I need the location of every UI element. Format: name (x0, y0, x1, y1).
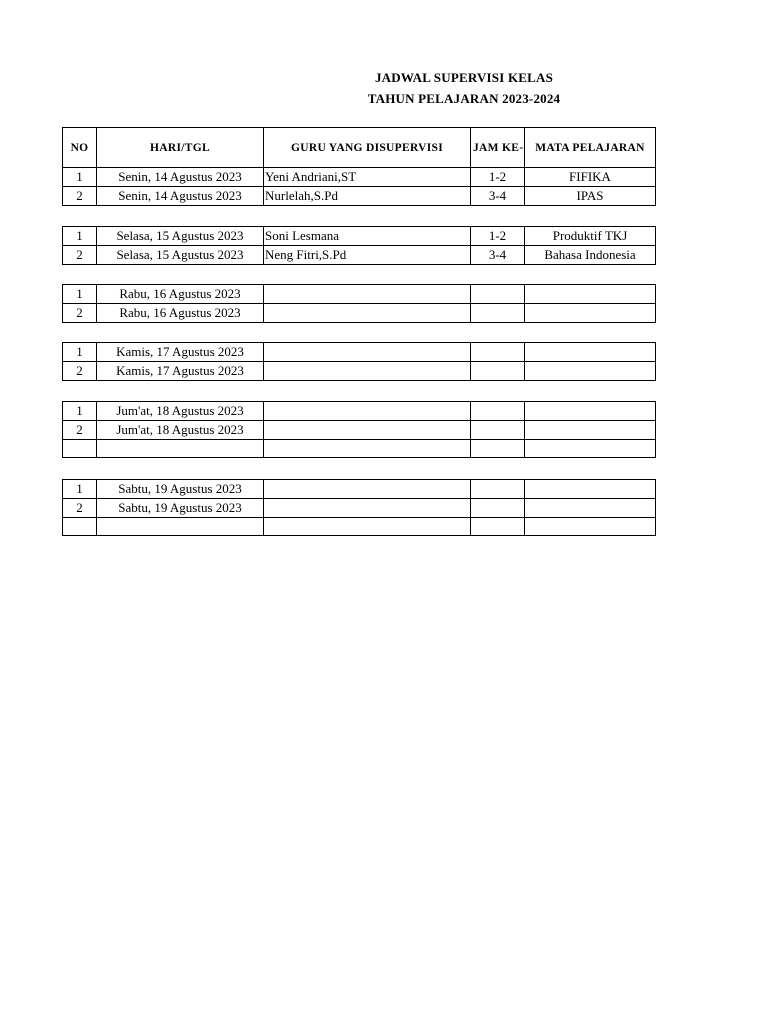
cell-guru (264, 421, 471, 440)
schedule-day-table (62, 479, 656, 536)
cell-mapel (525, 362, 656, 381)
cell-no: 1 (63, 343, 97, 362)
cell-mapel: IPAS (525, 187, 656, 206)
cell-no: 1 (63, 480, 97, 499)
cell-no: 1 (63, 402, 97, 421)
cell-no (63, 518, 97, 536)
table-row (63, 402, 656, 421)
cell-jam (471, 499, 525, 518)
cell-mapel (525, 304, 656, 323)
table-row (63, 362, 656, 381)
table-row (63, 518, 656, 536)
schedule-day-table (62, 284, 656, 323)
cell-mapel: FIFIKA (525, 168, 656, 187)
cell-jam (471, 362, 525, 381)
table-row (63, 304, 656, 323)
cell-guru (264, 362, 471, 381)
header-hari: HARI/TGL (97, 128, 264, 168)
document-title: JADWAL SUPERVISI KELAS (374, 70, 554, 85)
cell-hari: Selasa, 15 Agustus 2023 (97, 246, 264, 265)
cell-hari: Jum'at, 18 Agustus 2023 (97, 421, 264, 440)
cell-guru: Nurlelah,S.Pd (264, 187, 471, 206)
cell-mapel (525, 499, 656, 518)
cell-no: 2 (63, 246, 97, 265)
table-row (63, 440, 656, 458)
cell-no: 2 (63, 304, 97, 323)
cell-mapel (525, 421, 656, 440)
cell-hari: Jum'at, 18 Agustus 2023 (97, 402, 264, 421)
cell-guru (264, 518, 471, 536)
cell-mapel: Bahasa Indonesia (525, 246, 656, 265)
cell-no: 2 (63, 187, 97, 206)
cell-jam (471, 440, 525, 458)
cell-guru (264, 285, 471, 304)
cell-no: 1 (63, 168, 97, 187)
cell-hari: Rabu, 16 Agustus 2023 (97, 304, 264, 323)
table-row (63, 285, 656, 304)
cell-hari: Selasa, 15 Agustus 2023 (97, 227, 264, 246)
cell-hari: Rabu, 16 Agustus 2023 (97, 285, 264, 304)
cell-mapel (525, 285, 656, 304)
table-row (63, 168, 656, 187)
cell-guru (264, 402, 471, 421)
table-row (63, 187, 656, 206)
cell-jam: 3-4 (471, 187, 525, 206)
cell-jam (471, 285, 525, 304)
cell-no: 2 (63, 421, 97, 440)
cell-hari: Kamis, 17 Agustus 2023 (97, 362, 264, 381)
cell-guru: Yeni Andriani,ST (264, 168, 471, 187)
schedule-header-table (62, 127, 656, 206)
schedule-day-table (62, 226, 656, 265)
table-row (63, 246, 656, 265)
table-row (63, 499, 656, 518)
cell-jam (471, 304, 525, 323)
cell-mapel: Produktif TKJ (525, 227, 656, 246)
schedule-day-table (62, 401, 656, 458)
cell-guru (264, 480, 471, 499)
table-row (63, 343, 656, 362)
cell-jam (471, 402, 525, 421)
cell-hari: Sabtu, 19 Agustus 2023 (97, 480, 264, 499)
cell-guru (264, 499, 471, 518)
cell-mapel (525, 518, 656, 536)
cell-hari (97, 440, 264, 458)
cell-guru (264, 304, 471, 323)
cell-no (63, 440, 97, 458)
table-row (63, 421, 656, 440)
cell-no: 1 (63, 285, 97, 304)
cell-jam: 3-4 (471, 246, 525, 265)
header-row (63, 128, 656, 168)
header-guru: GURU YANG DISUPERVISI (264, 128, 471, 168)
cell-guru: Neng Fitri,S.Pd (264, 246, 471, 265)
header-no: NO (63, 128, 97, 168)
header-jam: JAM KE- (471, 128, 525, 168)
cell-hari: Sabtu, 19 Agustus 2023 (97, 499, 264, 518)
cell-guru: Soni Lesmana (264, 227, 471, 246)
cell-hari: Senin, 14 Agustus 2023 (97, 187, 264, 206)
cell-hari (97, 518, 264, 536)
cell-guru (264, 343, 471, 362)
cell-mapel (525, 402, 656, 421)
header-mapel: MATA PELAJARAN (525, 128, 656, 168)
schedule-day-table (62, 342, 656, 381)
cell-guru (264, 440, 471, 458)
cell-mapel (525, 343, 656, 362)
cell-jam: 1-2 (471, 168, 525, 187)
cell-no: 2 (63, 499, 97, 518)
cell-hari: Senin, 14 Agustus 2023 (97, 168, 264, 187)
cell-jam (471, 421, 525, 440)
cell-no: 2 (63, 362, 97, 381)
table-row (63, 227, 656, 246)
cell-jam (471, 343, 525, 362)
cell-jam: 1-2 (471, 227, 525, 246)
cell-jam (471, 480, 525, 499)
table-row (63, 480, 656, 499)
cell-mapel (525, 440, 656, 458)
cell-jam (471, 518, 525, 536)
cell-hari: Kamis, 17 Agustus 2023 (97, 343, 264, 362)
cell-no: 1 (63, 227, 97, 246)
document-subtitle: TAHUN PELAJARAN 2023-2024 (367, 91, 561, 106)
cell-mapel (525, 480, 656, 499)
